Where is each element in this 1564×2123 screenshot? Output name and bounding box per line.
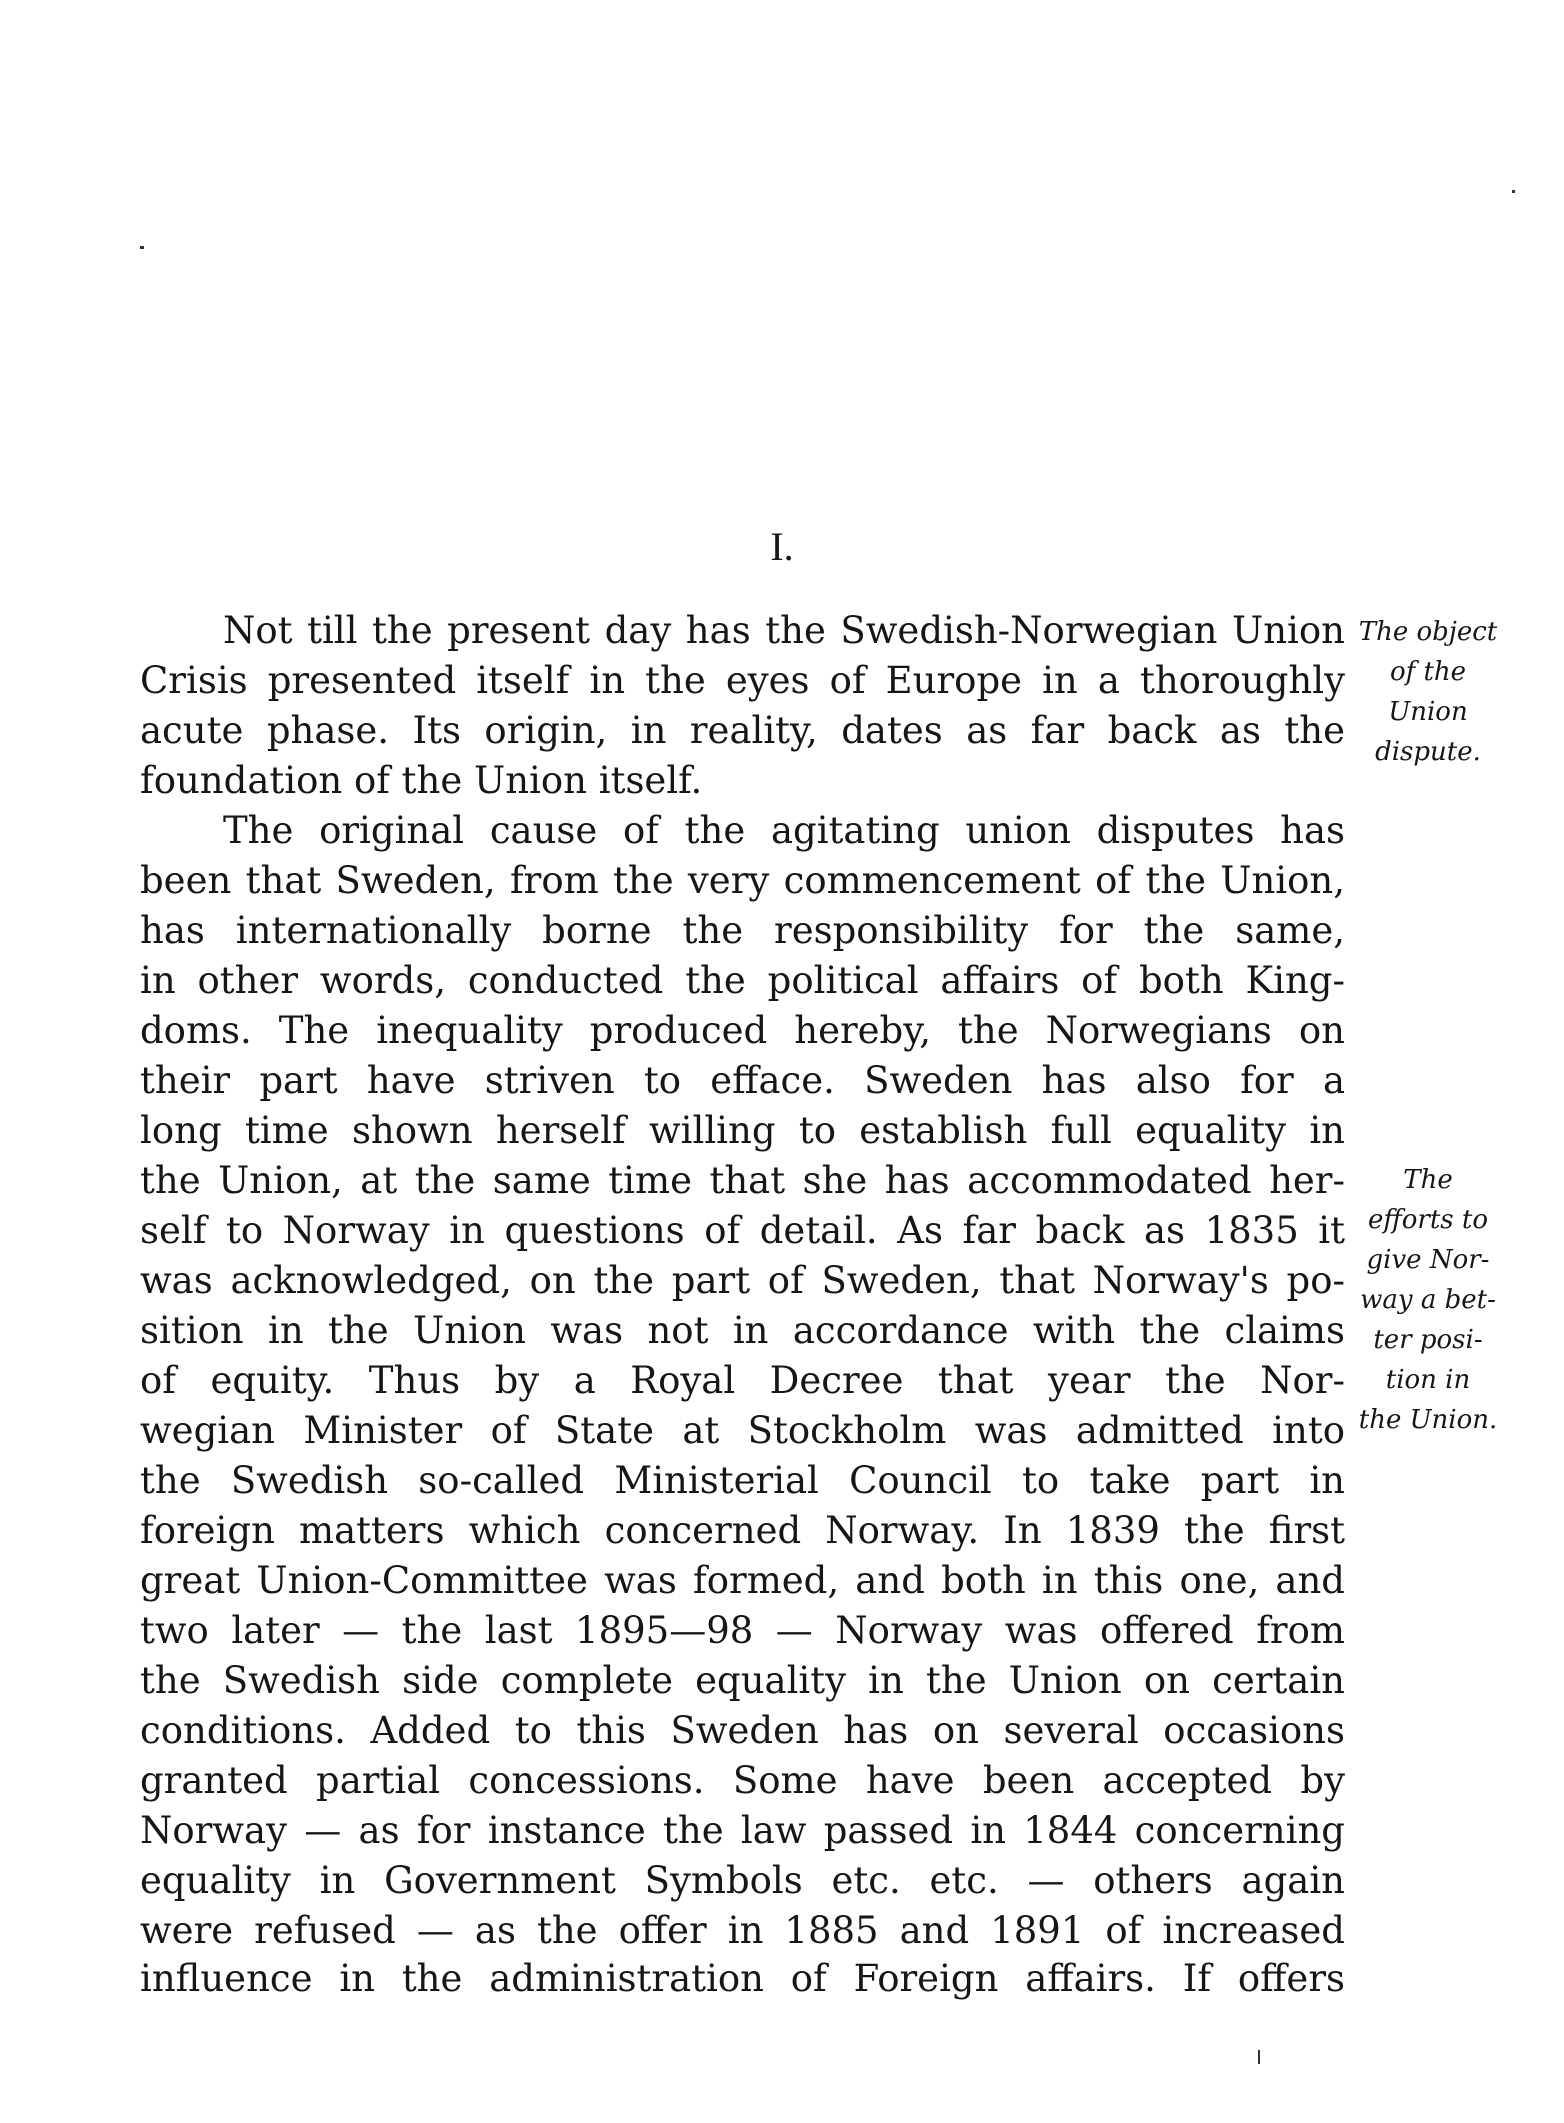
body-line: long time shown herself willing to establish full equality in <box>140 1109 1345 1152</box>
body-line: the Swedish side complete equality in the Union on certain <box>140 1659 1345 1702</box>
body-line: been that Sweden, from the very commencement of the Union, <box>140 859 1345 902</box>
sidenote-line: efforts to <box>1367 1205 1489 1235</box>
body-line: Crisis presented itself in the eyes of Europe in a thoroughly <box>140 659 1345 702</box>
body-line: foreign matters which concerned Norway. In 1839 the first <box>140 1509 1345 1552</box>
body-line: great Union-Committee was formed, and both in this one, and <box>140 1559 1345 1602</box>
body-line: Norway — as for instance the law passed in 1844 concerning <box>140 1809 1345 1852</box>
sidenote-line: Union <box>1388 697 1468 727</box>
body-line: acute phase. Its origin, in reality, dates as far back as the <box>140 709 1345 752</box>
body-line: the Swedish so-called Ministerial Council to take part in <box>140 1459 1345 1502</box>
body-line: of equity. Thus by a Royal Decree that year the Nor- <box>140 1359 1345 1402</box>
sidenote-line: dispute. <box>1375 737 1481 767</box>
sidenote-line: The <box>1403 1165 1453 1195</box>
sidenote-line: tion in <box>1385 1365 1471 1395</box>
body-line: equality in Government Symbols etc. etc. — others again <box>140 1859 1345 1902</box>
body-line: The original cause of the agitating union disputes has <box>223 809 1345 852</box>
scan-speck <box>140 246 144 249</box>
body-line: has internationally borne the responsibility for the same, <box>140 909 1345 952</box>
sidenote-line: of the <box>1389 657 1467 687</box>
body-line: in other words, conducted the political affairs of both King- <box>140 959 1345 1002</box>
body-line: were refused — as the offer in 1885 and 1891 of increased <box>140 1909 1345 1952</box>
sidenote-line: the Union. <box>1358 1405 1498 1435</box>
chapter-numeral: I. <box>770 524 794 569</box>
sidenote-line: give Nor- <box>1366 1245 1490 1275</box>
body-line: granted partial concessions. Some have been accepted by <box>140 1759 1345 1802</box>
sidenote-line: way a bet- <box>1360 1285 1496 1315</box>
body-line: Not till the present day has the Swedish-Norwegian Union <box>223 609 1345 652</box>
body-line: influence in the administration of Foreign affairs. If offers <box>140 1957 1345 2000</box>
body-line: sition in the Union was not in accordance with the claims <box>140 1309 1345 1352</box>
body-line: their part have striven to efface. Sweden has also for a <box>140 1059 1345 1102</box>
sidenote-line: ter posi- <box>1373 1325 1483 1355</box>
scan-speck <box>1512 190 1515 193</box>
body-line: the Union, at the same time that she has accommodated her- <box>140 1159 1345 1202</box>
body-line: foundation of the Union itself. <box>140 759 703 802</box>
scan-speck <box>1258 2050 1260 2064</box>
body-line: doms. The inequality produced hereby, the Norwegians on <box>140 1009 1345 1052</box>
body-line: was acknowledged, on the part of Sweden, that Norway's po- <box>140 1259 1345 1302</box>
body-line: self to Norway in questions of detail. As far back as 1835 it <box>140 1209 1345 1252</box>
body-line: conditions. Added to this Sweden has on several occasions <box>140 1709 1345 1752</box>
body-line: two later — the last 1895—98 — Norway was offered from <box>140 1609 1345 1652</box>
sidenote-line: The object <box>1358 617 1498 647</box>
body-line: wegian Minister of State at Stockholm was admitted into <box>140 1409 1345 1452</box>
